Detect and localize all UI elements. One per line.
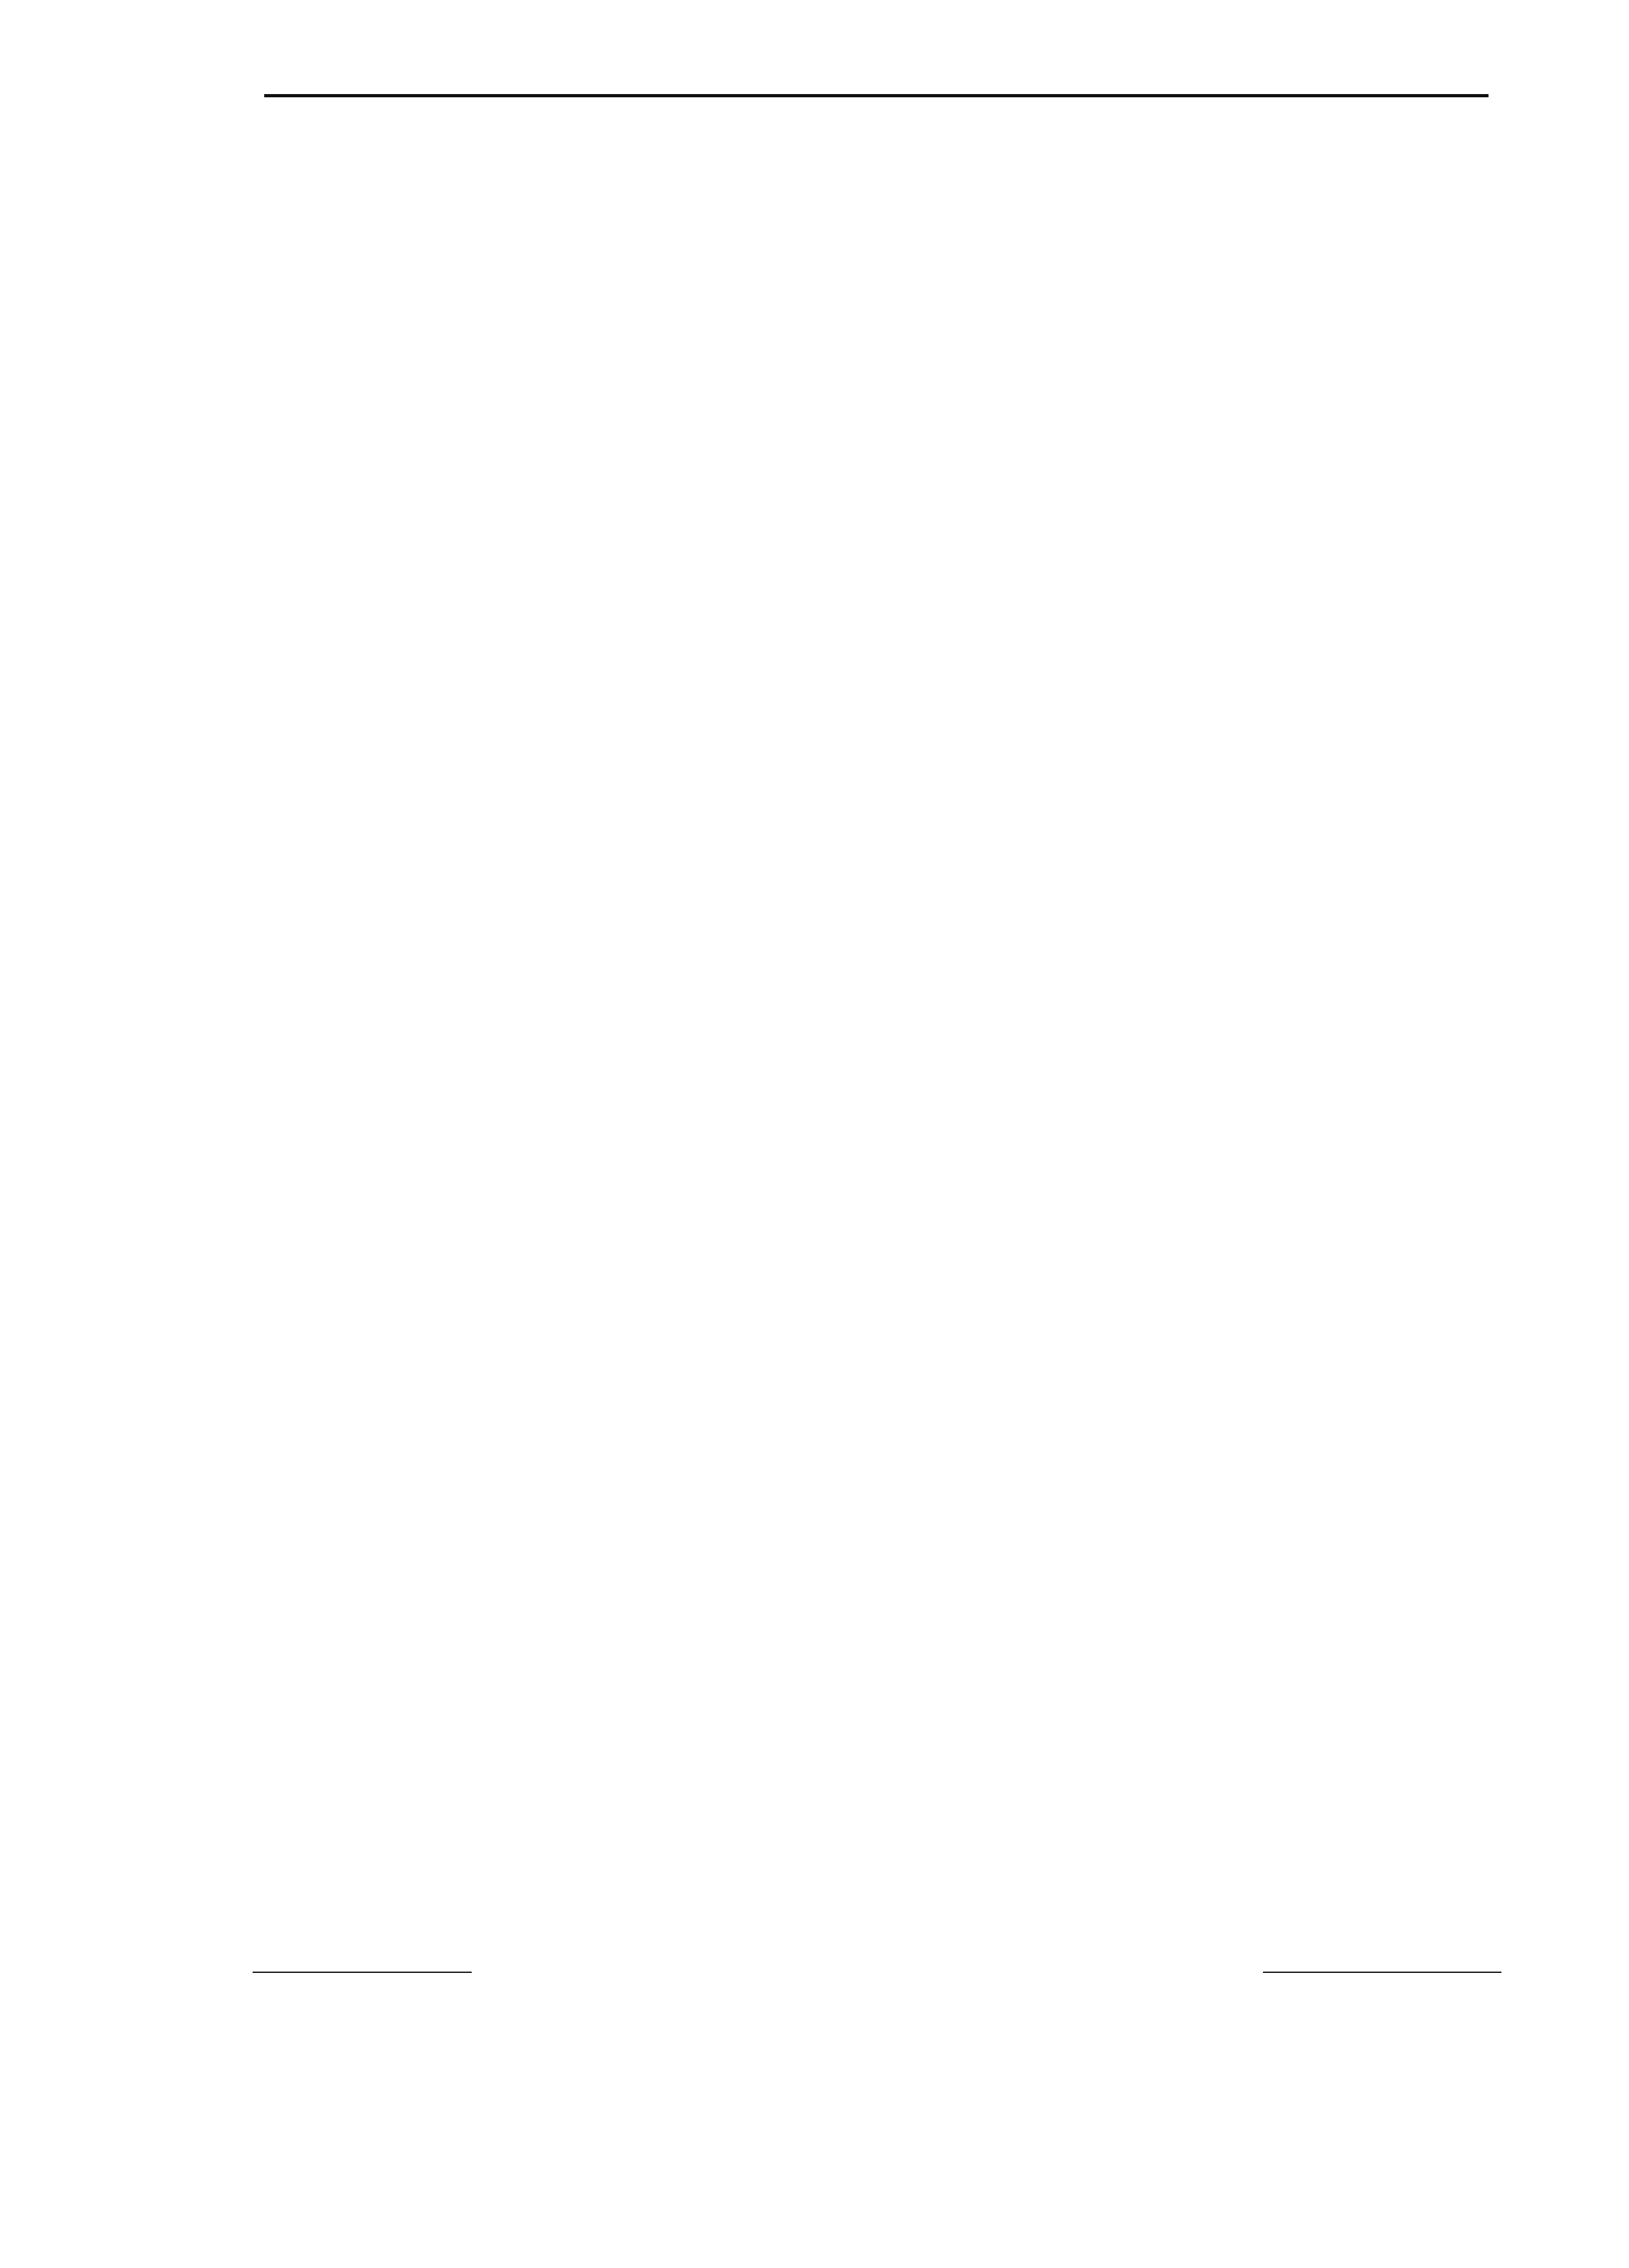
header-rule [264,94,1489,97]
section-heading [348,111,503,140]
footer-rule-right [1263,1972,1501,1973]
footer-rule-left [253,1972,472,1973]
